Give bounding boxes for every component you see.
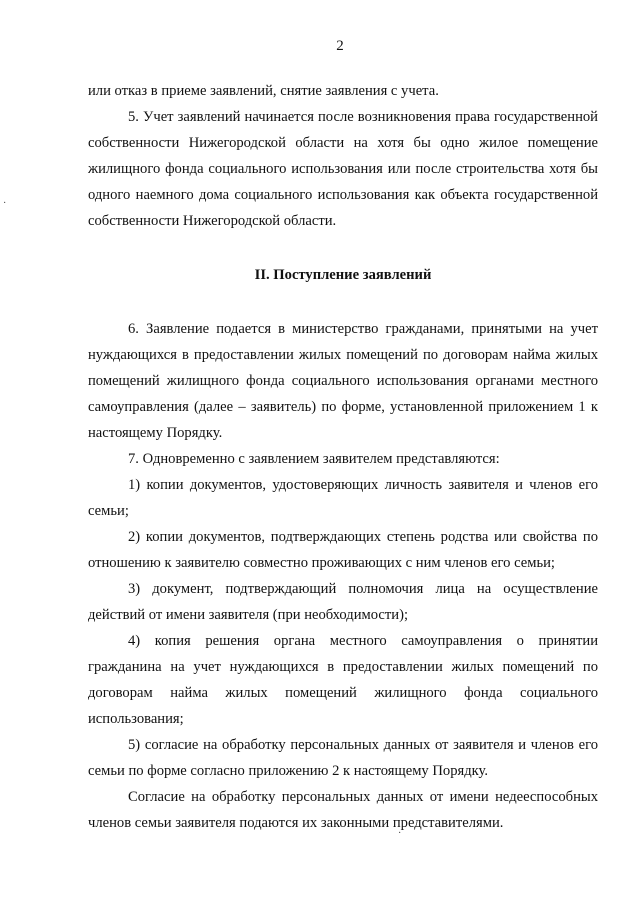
paragraph-7: 7. Одновременно с заявлением заявителем представляются: bbox=[128, 451, 500, 467]
scan-mark: · bbox=[398, 828, 402, 839]
section-heading: II. Поступление заявлений bbox=[254, 267, 432, 283]
list-item-1: 1) копии документов, удостоверяющих личность заявителя и членов его семьи; bbox=[88, 477, 598, 519]
page-number: 2 bbox=[336, 38, 344, 54]
list-item-3: 3) документ, подтверждающий полномочия лица на осуществление действий от имени заявителя (при необходимости); bbox=[88, 581, 598, 623]
document-body bbox=[88, 78, 598, 836]
paragraph-consent-incapable: Согласие на обработку персональных данных от имени недееспособных членов семьи заявителя подаются их законными представителями. bbox=[88, 789, 598, 831]
paragraph-6: 6. Заявление подается в министерство гражданами, принятыми на учет нуждающихся в предоставлении жилых помещений по договорам найма жилых помещений жилищного фонда социального использования органами местного самоуправления (далее – заявитель) по форме, установленной приложением 1 к настоящему Порядку. bbox=[88, 321, 598, 441]
list-item-2: 2) копии документов, подтверждающих степень родства или свойства по отношению к заявителю совместно проживающих с ним членов его семьи; bbox=[88, 529, 598, 571]
list-item-5: 5) согласие на обработку персональных данных от заявителя и членов его семьи по форме согласно приложению 2 к настоящему Порядку. bbox=[88, 737, 598, 779]
spacer bbox=[88, 234, 598, 262]
scan-mark: · bbox=[3, 198, 7, 209]
list-item-4: 4) копия решения органа местного самоуправления о принятии гражданина на учет нуждающихся в предоставлении жилых помещений по договорам найма жилых помещений жилищного фонда социального использования; bbox=[88, 633, 598, 727]
spacer bbox=[88, 288, 598, 316]
paragraph-5: 5. Учет заявлений начинается после возникновения права государственной собственности Нижегородской области на хотя бы одно жилое помещение жилищного фонда социального использования или после строительства хотя бы одного наемного дома социального использования как объекта государственной собственности Нижегородской области. bbox=[88, 109, 598, 229]
paragraph-continuation: или отказ в приеме заявлений, снятие заявления с учета. bbox=[88, 83, 439, 99]
